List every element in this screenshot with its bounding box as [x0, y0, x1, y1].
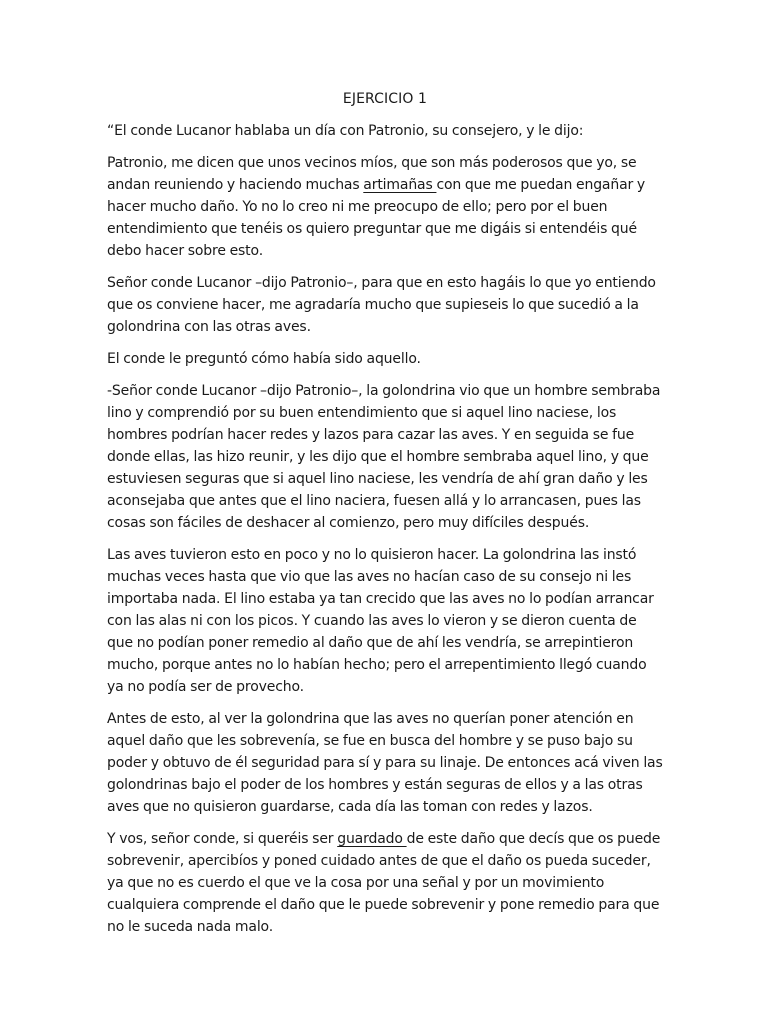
text-span: Señor conde Lucanor –dijo Patronio–, para que en esto hagáis lo que yo entiendo que os conviene hacer, me agradaría mucho que supieseis lo que sucedió a la golondrina con las otras aves. — [107, 275, 656, 335]
paragraph-2 — [107, 152, 663, 262]
text-span: Antes de esto, al ver la golondrina que las aves no querían poner atención en aquel daño que les sobrevenía, se fue en busca del hombre y se puso bajo su poder y obtuvo de él seguridad para sí y para su linaje. De entonces acá viven las golondrinas bajo el poder de los hombres y están seguras de ellos y a las otras aves que no quisieron guardarse, cada día las toman con redes y lazos. — [107, 711, 663, 815]
document-page — [107, 88, 663, 948]
text-span: con que me puedan engañar y hacer mucho daño. Yo no lo creo ni me preocupo de ello; pero por el buen entendimiento que tenéis os quiero preguntar que me digáis si entendéis qué debo hacer sobre esto. — [107, 177, 646, 259]
paragraph-4 — [107, 348, 663, 370]
text-span: Patronio, me dicen que unos vecinos míos, que son más poderosos que yo, se andan reuniendo y haciendo muchas — [107, 155, 637, 193]
paragraph-7 — [107, 708, 663, 818]
paragraph-3 — [107, 272, 663, 338]
text-span: Y vos, señor conde, si queréis ser — [107, 831, 338, 847]
text-span: “El conde Lucanor hablaba un día con Patronio, su consejero, y le dijo: — [107, 123, 584, 139]
paragraph-6 — [107, 544, 663, 698]
paragraph-1 — [107, 120, 663, 142]
paragraph-8 — [107, 828, 663, 938]
underlined-word-guardado: guardado — [337, 831, 407, 847]
paragraph-5 — [107, 380, 663, 534]
text-span: Las aves tuvieron esto en poco y no lo quisieron hacer. La golondrina las instó muchas veces hasta que vio que las aves no hacían caso de su consejo ni les importaba nada. El lino estaba ya tan crecido que las aves no lo podían arrancar con las alas ni con los picos. Y cuando las aves lo vieron y se dieron cuenta de que no podían poner remedio al daño que de ahí les vendría, se arrepintieron mucho, porque antes no lo habían hecho; pero el arrepentimiento llegó cuando ya no podía ser de provecho. — [107, 547, 654, 695]
underlined-word-artimanas: artimañas — [363, 177, 437, 193]
text-span: de este daño que decís que os puede sobrevenir, apercibíos y poned cuidado antes de que el daño os pueda suceder, ya que no es cuerdo el que ve la cosa por una señal y por un movimiento cualquiera comprende el daño que le puede sobrevenir y pone remedio para que no le suceda nada malo. — [107, 831, 661, 935]
text-span: -Señor conde Lucanor –dijo Patronio–, la golondrina vio que un hombre sembraba lino y comprendió por su buen entendimiento que si aquel lino naciese, los hombres podrían hacer redes y lazos para cazar las aves. Y en seguida se fue donde ellas, las hizo reunir, y les dijo que el hombre sembraba aquel lino, y que estuviesen seguras que si aquel lino naciese, les vendría de ahí gran daño y les aconsejaba que antes que el lino naciera, fuesen allá y lo arrancasen, pues las cosas son fáciles de deshacer al comienzo, pero muy difíciles después. — [107, 383, 661, 531]
document-title: EJERCICIO 1 — [342, 91, 428, 107]
text-span: El conde le preguntó cómo había sido aquello. — [107, 351, 421, 367]
